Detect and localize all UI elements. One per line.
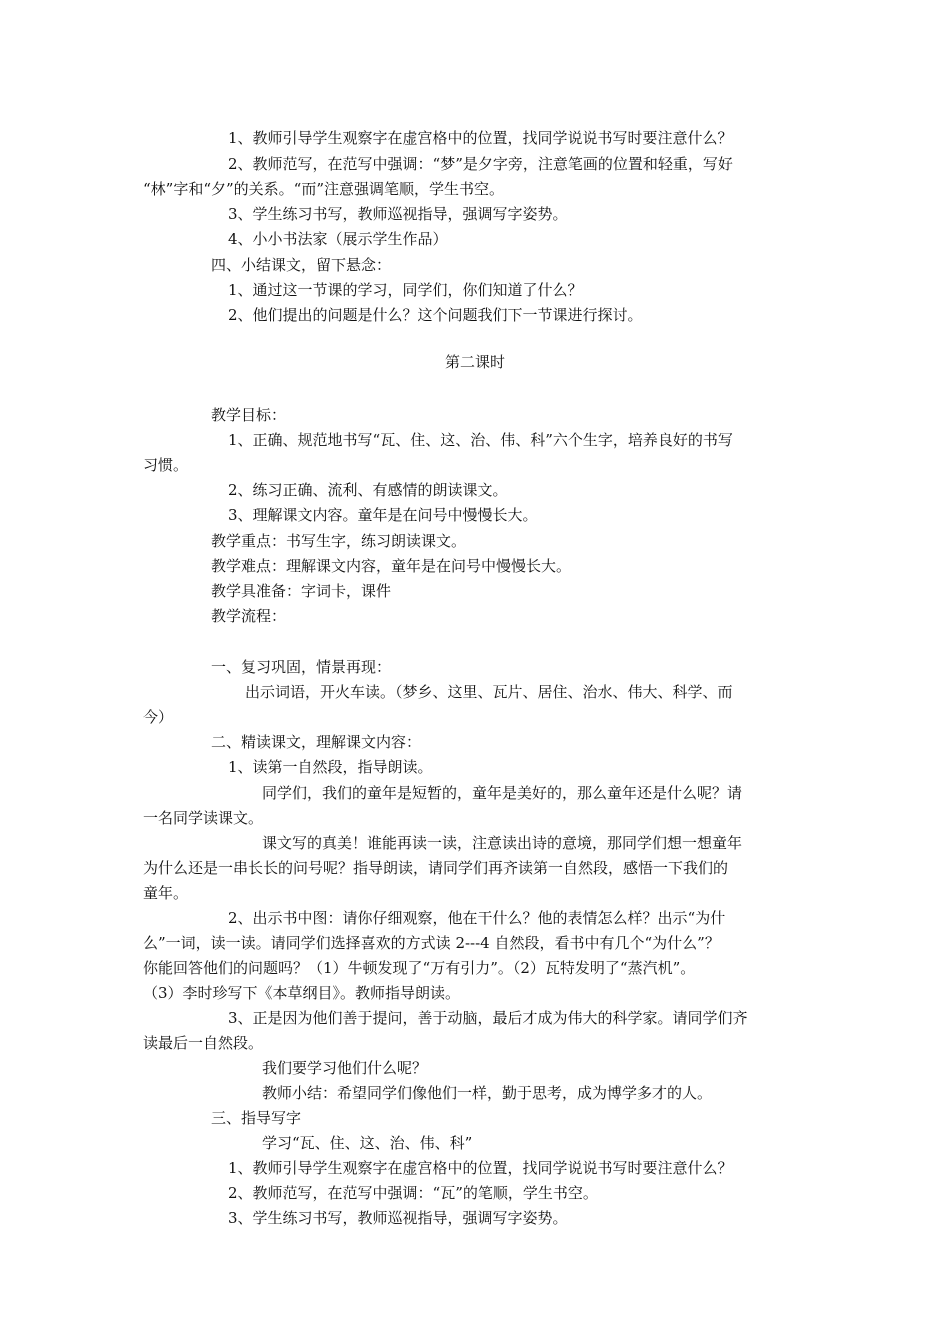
text-line: 1、教师引导学生观察字在虚宫格中的位置，找同学说说书写时要注意什么？	[228, 1159, 733, 1177]
text-line: 1、正确、规范地书写“瓦、住、这、治、伟、科”六个生字，培养良好的书写	[228, 431, 733, 449]
section-heading: 二、精读课文，理解课文内容：	[211, 733, 422, 751]
text-line: 同学们，我们的童年是短暂的，童年是美好的，那么童年还是什么呢？请	[262, 784, 743, 802]
text-line: 习惯。	[143, 456, 189, 474]
text-line: 童年。	[143, 884, 189, 902]
text-line: 为什么还是一串长长的问号呢？指导朗读，请同学们再齐读第一自然段，感悟一下我们的	[143, 859, 729, 877]
text-line: 2、教师范写，在范写中强调：“梦”是夕字旁，注意笔画的位置和轻重，写好	[228, 155, 733, 173]
text-line: 教学难点：理解课文内容，童年是在问号中慢慢长大。	[211, 557, 572, 575]
text-line: （3）李时珍写下《本草纲目》。教师指导朗读。	[143, 984, 461, 1002]
text-line: 么”一词，读一读。请同学们选择喜欢的方式读 2---4 自然段，看书中有几个“为什么”？	[143, 934, 720, 952]
text-line: 1、教师引导学生观察字在虚宫格中的位置，找同学说说书写时要注意什么？	[228, 129, 733, 147]
section-heading: 四、小结课文，留下悬念：	[211, 256, 392, 274]
text-line: 4、小小书法家（展示学生作品）	[228, 230, 448, 248]
text-line: 2、他们提出的问题是什么？这个问题我们下一节课进行探讨。	[228, 306, 643, 324]
text-line: 我们要学习他们什么呢？	[262, 1059, 428, 1077]
text-line: 你能回答他们的问题吗？（1）牛顿发现了“万有引力”。（2）瓦特发明了“蒸汽机”。	[143, 959, 696, 977]
text-line: 教学具准备：字词卡，课件	[211, 582, 392, 600]
section-heading: 三、指导写字	[211, 1109, 302, 1127]
text-line: 出示词语，开火车读。（梦乡、这里、瓦片、居住、治水、伟大、科学、而	[245, 683, 733, 701]
text-line: 3、理解课文内容。童年是在问号中慢慢长大。	[228, 506, 538, 524]
text-line: 课文写的真美！谁能再读一读，注意读出诗的意境，那同学们想一想童年	[262, 834, 743, 852]
text-line: 教学重点：书写生字，练习朗读课文。	[211, 532, 467, 550]
text-line: 1、读第一自然段，指导朗读。	[228, 758, 433, 776]
text-line: 一名同学读课文。	[143, 809, 264, 827]
lesson-title: 第二课时	[444, 353, 505, 371]
text-line: 3、正是因为他们善于提问，善于动脑，最后才成为伟大的科学家。请同学们齐	[228, 1009, 748, 1027]
text-line: 3、学生练习书写，教师巡视指导，强调写字姿势。	[228, 205, 568, 223]
section-heading: 教学流程：	[211, 607, 287, 625]
text-line: 1、通过这一节课的学习，同学们，你们知道了什么？	[228, 281, 583, 299]
text-line: 教师小结：希望同学们像他们一样，勤于思考，成为博学多才的人。	[262, 1084, 713, 1102]
text-line: 2、教师范写，在范写中强调：“瓦”的笔顺，学生书空。	[228, 1184, 598, 1202]
section-heading: 一、复习巩固，情景再现：	[211, 658, 392, 676]
text-line: 2、练习正确、流利、有感情的朗读课文。	[228, 481, 508, 499]
text-line: 2、出示书中图：请你仔细观察，他在干什么？他的表情怎么样？出示“为什	[228, 909, 726, 927]
text-line: “林”字和“夕”的关系。“而”注意强调笔顺，学生书空。	[143, 180, 505, 198]
section-heading: 教学目标：	[211, 406, 287, 424]
text-line: 读最后一自然段。	[143, 1034, 264, 1052]
text-line: 今）	[143, 708, 174, 726]
text-line: 3、学生练习书写，教师巡视指导，强调写字姿势。	[228, 1209, 568, 1227]
text-line: 学习“瓦、住、这、治、伟、科”	[262, 1134, 473, 1152]
